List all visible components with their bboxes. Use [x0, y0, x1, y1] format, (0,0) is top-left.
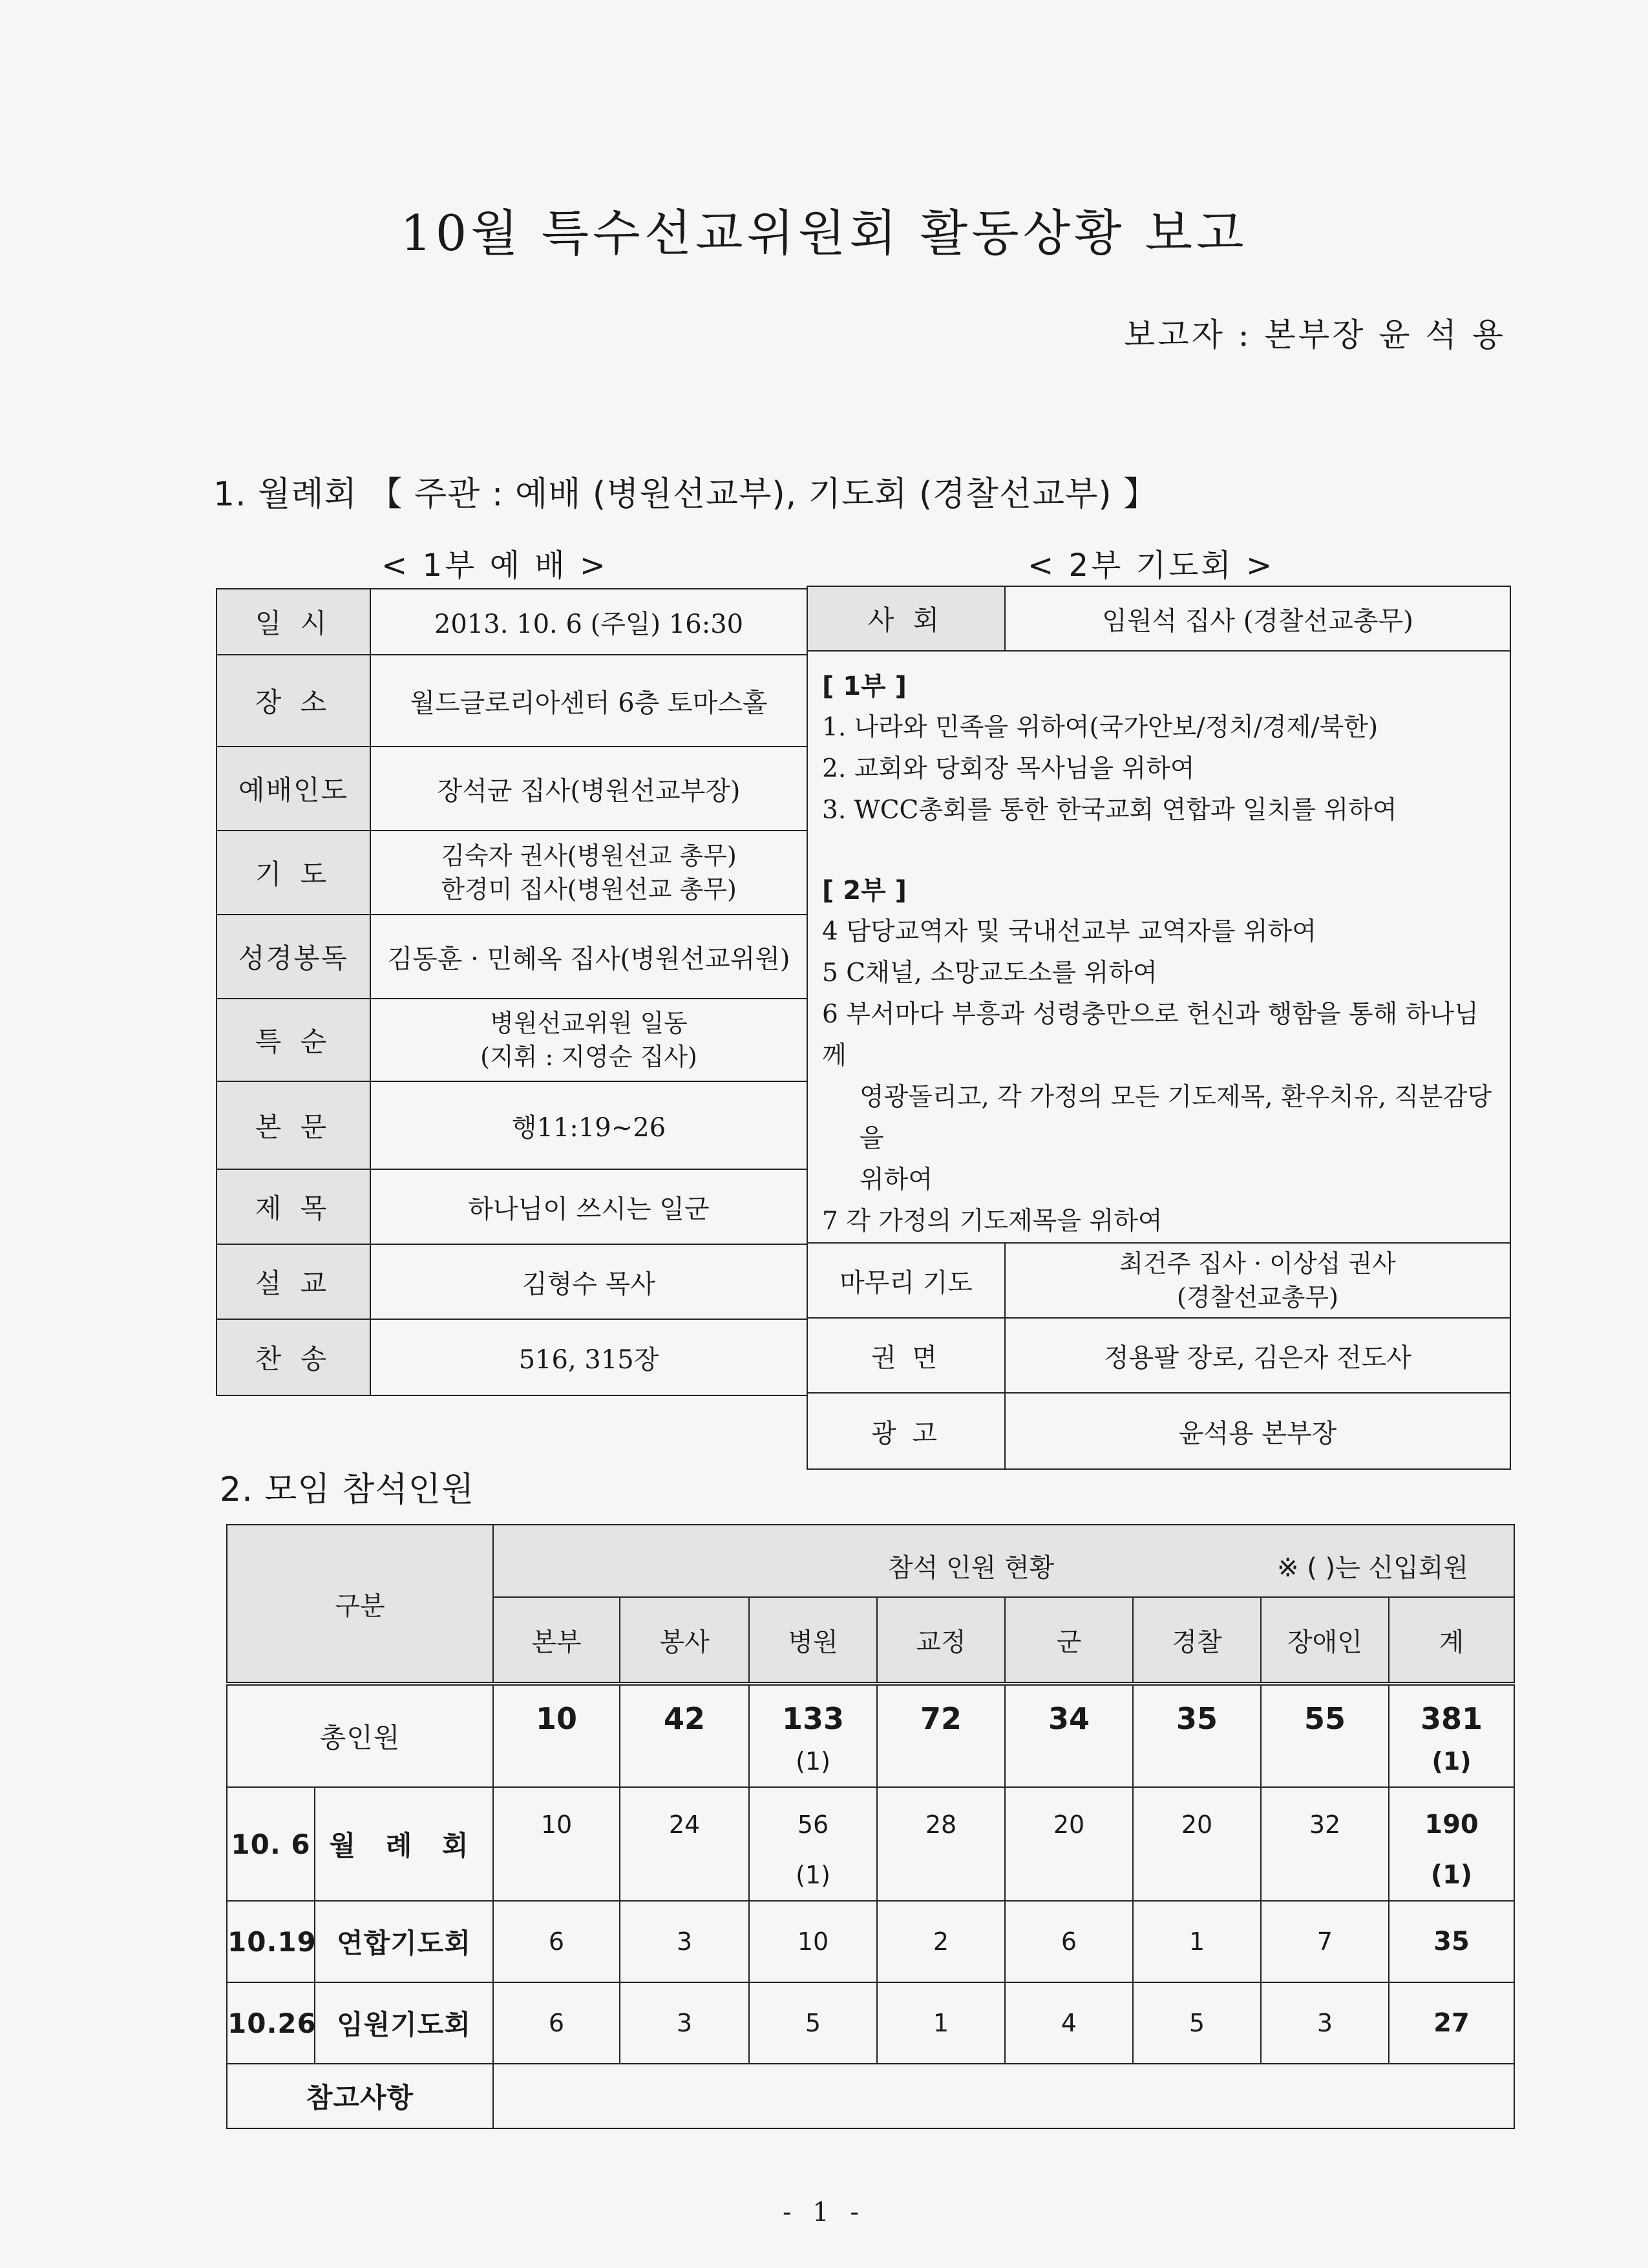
value-special — [370, 999, 807, 1081]
value-sermon-title: 하나님이 쓰시는 일군 — [370, 1169, 807, 1244]
row-hymn — [217, 1319, 807, 1395]
col-header: 봉사 — [620, 1597, 749, 1684]
new-member-note: ※ ( )는 신입회원 — [1277, 1553, 1469, 1583]
row-sermon-title — [217, 1169, 807, 1244]
value-place: 월드글로리아센터 6층 토마스홀 — [370, 655, 807, 747]
cell-value: 10 — [493, 1787, 620, 1901]
status-header — [493, 1525, 1514, 1597]
closing-people: 최건주 집사 · 이상섭 권사 — [1119, 1249, 1396, 1278]
row-date: 10.19 — [227, 1901, 315, 1982]
prayer-item: 3. WCC총회를 통한 한국교회 연합과 일치를 위하여 — [822, 796, 1397, 825]
prayer-topics — [807, 651, 1510, 1243]
row-exhortation — [807, 1318, 1510, 1393]
cell-value: 34 — [1005, 1684, 1133, 1787]
table-row — [227, 1901, 1514, 1982]
value-datetime: 2013. 10. 6 (주일) 16:30 — [370, 589, 807, 655]
prayer-item: 5 C채널, 소망교도소를 위하여 — [822, 959, 1157, 988]
remarks-row — [227, 2064, 1514, 2128]
header-row-1 — [227, 1525, 1514, 1597]
row-host — [807, 586, 1510, 651]
value-notice: 윤석용 본부장 — [1005, 1393, 1510, 1469]
col-header: 군 — [1005, 1597, 1133, 1684]
reporter: 보고자 : 본부장 윤 석 용 — [1123, 316, 1506, 354]
table-row — [227, 1982, 1514, 2064]
cell-value: 32 — [1261, 1787, 1389, 1901]
document-title: 10월 특수선교위원회 활동상황 보고 — [400, 204, 1248, 262]
cell-value: 3 — [620, 1982, 749, 2064]
row-place — [217, 655, 807, 747]
row-label: 월 례 회 — [315, 1787, 493, 1901]
part1-label: < 1부 예 배 > — [381, 547, 609, 584]
row-datetime — [217, 589, 807, 655]
value-prayer — [370, 831, 807, 915]
label-datetime: 일 시 — [217, 589, 370, 655]
label-host: 사 회 — [807, 586, 1005, 651]
row-label: 총인원 — [227, 1684, 493, 1787]
cell-value: 3 — [1261, 1982, 1389, 2064]
label-preacher: 설 교 — [217, 1244, 370, 1319]
prayer-item: 2. 교회와 당회장 목사님을 위하여 — [822, 754, 1195, 783]
row-notice — [807, 1393, 1510, 1469]
row-prayer — [217, 831, 807, 915]
row-label: 임원기도회 — [315, 1982, 493, 2064]
attendance-table — [226, 1524, 1515, 2129]
closing-role: (경찰선교총무) — [1177, 1283, 1338, 1311]
prayer-item-cont: 영광돌리고, 각 가정의 모든 기도제목, 환우치유, 직분감당을 — [860, 1083, 1492, 1153]
cell-value: 24 — [620, 1787, 749, 1901]
cell-value: 5 — [749, 1982, 877, 2064]
label-exhortation: 권 면 — [807, 1318, 1005, 1393]
value-closing-prayer — [1005, 1243, 1510, 1318]
part2-head: [ 2부 ] — [822, 876, 907, 906]
table-row — [227, 1787, 1514, 1901]
remarks-label: 참고사항 — [227, 2064, 493, 2128]
label-notice: 광 고 — [807, 1393, 1005, 1469]
part2-label: < 2부 기도회 > — [1028, 547, 1275, 584]
page-number: - 1 - — [783, 2198, 865, 2227]
value-host: 임원석 집사 (경찰선교총무) — [1005, 586, 1510, 651]
label-special: 특 순 — [217, 999, 370, 1081]
part1-head: [ 1부 ] — [822, 672, 907, 701]
prayer-item-cont: 위하여 — [860, 1165, 933, 1194]
col-header: 경찰 — [1133, 1597, 1261, 1684]
cell-value: 6 — [493, 1901, 620, 1982]
cell-value: 1 — [1133, 1901, 1261, 1982]
cell-value: 6 — [1005, 1901, 1133, 1982]
label-prayer: 기 도 — [217, 831, 370, 915]
value-leader: 장석균 집사(병원선교부장) — [370, 747, 807, 831]
cell-value: 3 — [620, 1901, 749, 1982]
col-header: 계 — [1389, 1597, 1514, 1684]
section2-heading: 2. 모임 참석인원 — [220, 1470, 475, 1509]
label-text: 본 문 — [217, 1081, 370, 1169]
label-place: 장 소 — [217, 655, 370, 747]
label-closing-prayer: 마무리 기도 — [807, 1243, 1005, 1318]
value-text: 행11:19~26 — [370, 1081, 807, 1169]
cell-total: 35 — [1389, 1901, 1514, 1982]
row-leader — [217, 747, 807, 831]
remarks-value — [493, 2064, 1514, 2128]
col-header: 교정 — [877, 1597, 1005, 1684]
row-text — [217, 1081, 807, 1169]
col-header: 병원 — [749, 1597, 877, 1684]
cell-value: 6 — [493, 1982, 620, 2064]
value-preacher: 김형수 목사 — [370, 1244, 807, 1319]
special-line-1: 병원선교위원 일동 — [490, 1009, 688, 1037]
cell-value: 5 — [1133, 1982, 1261, 2064]
label-hymn: 찬 송 — [217, 1319, 370, 1395]
cell-total: 27 — [1389, 1982, 1514, 2064]
row-date: 10. 6 — [227, 1787, 315, 1901]
cell-value: 1 — [877, 1982, 1005, 2064]
cell-value: 55 — [1261, 1684, 1389, 1787]
col-header: 장애인 — [1261, 1597, 1389, 1684]
cell-value: 72 — [877, 1684, 1005, 1787]
cell-value: 28 — [877, 1787, 1005, 1901]
prayer-item: 1. 나라와 민족을 위하여(국가안보/정치/경제/북한) — [822, 713, 1379, 742]
row-preacher — [217, 1244, 807, 1319]
special-line-2: (지휘 : 지영순 집사) — [480, 1043, 697, 1071]
status-title: 참석 인원 현황 — [888, 1553, 1055, 1583]
row-label: 연합기도회 — [315, 1901, 493, 1982]
cell-value: 10 — [749, 1901, 877, 1982]
cell-value: 42 — [620, 1684, 749, 1787]
cell-value: 4 — [1005, 1982, 1133, 2064]
cell-value: 10 — [493, 1684, 620, 1787]
table-row — [227, 1684, 1514, 1787]
cell-value: 133 (1) — [749, 1684, 877, 1787]
prayer-item: 7 각 가정의 기도제목을 위하여 — [822, 1207, 1163, 1236]
cell-value: 35 — [1133, 1684, 1261, 1787]
row-prayer-topics — [807, 651, 1510, 1243]
prayer-item: 6 부서마다 부흥과 성령충만으로 헌신과 행함을 통해 하나님께 — [822, 1000, 1479, 1070]
cell-value: 56 (1) — [749, 1787, 877, 1901]
row-special — [217, 999, 807, 1081]
worship-table — [216, 588, 808, 1396]
row-scripture-reading — [217, 915, 807, 999]
cell-value: 2 — [877, 1901, 1005, 1982]
cell-total: 190 (1) — [1389, 1787, 1514, 1901]
cell-value: 20 — [1005, 1787, 1133, 1901]
corner-header: 구분 — [227, 1525, 493, 1684]
row-date: 10.26 — [227, 1982, 315, 2064]
label-scripture-reading: 성경봉독 — [217, 915, 370, 999]
prayer-meeting-table — [807, 586, 1511, 1470]
cell-value: 20 — [1133, 1787, 1261, 1901]
prayer-item: 4 담당교역자 및 국내선교부 교역자를 위하여 — [822, 917, 1316, 946]
prayer-person-1: 김숙자 권사(병원선교 총무) — [441, 842, 737, 870]
value-hymn: 516, 315장 — [370, 1319, 807, 1395]
label-leader: 예배인도 — [217, 747, 370, 831]
label-sermon-title: 제 목 — [217, 1169, 370, 1244]
value-exhortation: 정용팔 장로, 김은자 전도사 — [1005, 1318, 1510, 1393]
cell-total: 381 (1) — [1389, 1684, 1514, 1787]
prayer-person-2: 한경미 집사(병원선교 총무) — [441, 875, 737, 904]
row-closing-prayer — [807, 1243, 1510, 1318]
cell-value: 7 — [1261, 1901, 1389, 1982]
section1-heading: 1. 월례회 【 주관 : 예배 (병원선교부), 기도회 (경찰선교부) 】 — [213, 475, 1158, 514]
col-header: 본부 — [493, 1597, 620, 1684]
value-scripture-reading: 김동훈 · 민혜옥 집사(병원선교위원) — [370, 915, 807, 999]
